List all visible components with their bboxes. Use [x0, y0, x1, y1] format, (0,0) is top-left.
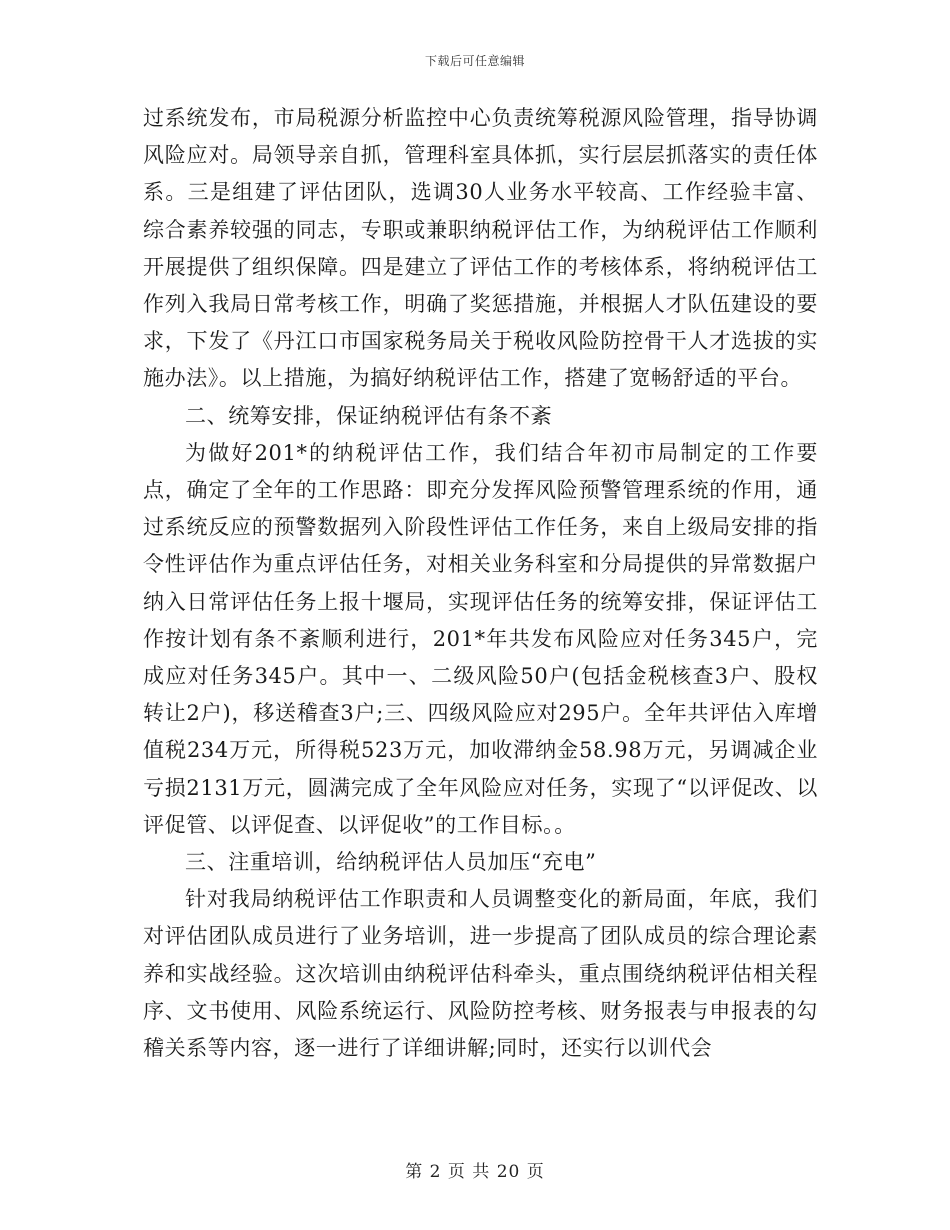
document-body: [143, 100, 818, 1067]
paragraph-continuation: 过系统发布，市局税源分析监控中心负责统筹税源风险管理，指导协调风险应对。局领导亲自抓，管理科室具体抓，实行层层抓落实的责任体系。三是组建了评估团队，选调30人业务水平较高、工作经验丰富、综合素养较强的同志，专职或兼职纳税评估工作，为纳税评估工作顺利开展提供了组织保障。四是建立了评估工作的考核体系，将纳税评估工作列入我局日常考核工作，明确了奖惩措施，并根据人才队伍建设的要求，下发了《丹江口市国家税务局关于税收风险防控骨干人才选拔的实施办法》。以上措施，为搞好纳税评估工作，搭建了宽畅舒适的平台。: [143, 106, 818, 391]
section-heading-2: 二、统筹安排，保证纳税评估有条不紊: [185, 403, 553, 428]
paragraph-section-3: 针对我局纳税评估工作职责和人员调整变化的新局面，年底，我们对评估团队成员进行了业务培训，进一步提高了团队成员的综合理论素养和实战经验。这次培训由纳税评估科牵头，重点围绕纳税评估相关程序、文书使用、风险系统运行、风险防控考核、财务报表与申报表的勾稽关系等内容，逐一进行了详细讲解;同时，还实行以训代会: [143, 887, 818, 1061]
section-heading-3: 三、注重培训，给纳税评估人员加压“充电”: [185, 850, 597, 875]
paragraph-section-2: 为做好201*的纳税评估工作，我们结合年初市局制定的工作要点，确定了全年的工作思路：即充分发挥风险预警管理系统的作用，通过系统反应的预警数据列入阶段性评估工作任务，来自上级局安排的指令性评估作为重点评估任务，对相关业务科室和分局提供的异常数据户纳入日常评估任务上报十堰局，实现评估任务的统筹安排，保证评估工作按计划有条不紊顺利进行，201*年共发布风险应对任务345户，完成应对任务345户。其中一、二级风险50户(包括金税核查3户、股权转让2户)，移送稽查3户;三、四级风险应对295户。全年共评估入库增值税234万元，所得税523万元，加收滞纳金58.98万元，另调减企业亏损2131万元，圆满完成了全年风险应对任务，实现了“以评促改、以评促管、以评促查、以评促收”的工作目标。。: [143, 440, 818, 837]
header-note: 下载后可任意编辑: [424, 54, 525, 68]
page-indicator: 第 2 页 共 20 页: [405, 1162, 545, 1182]
